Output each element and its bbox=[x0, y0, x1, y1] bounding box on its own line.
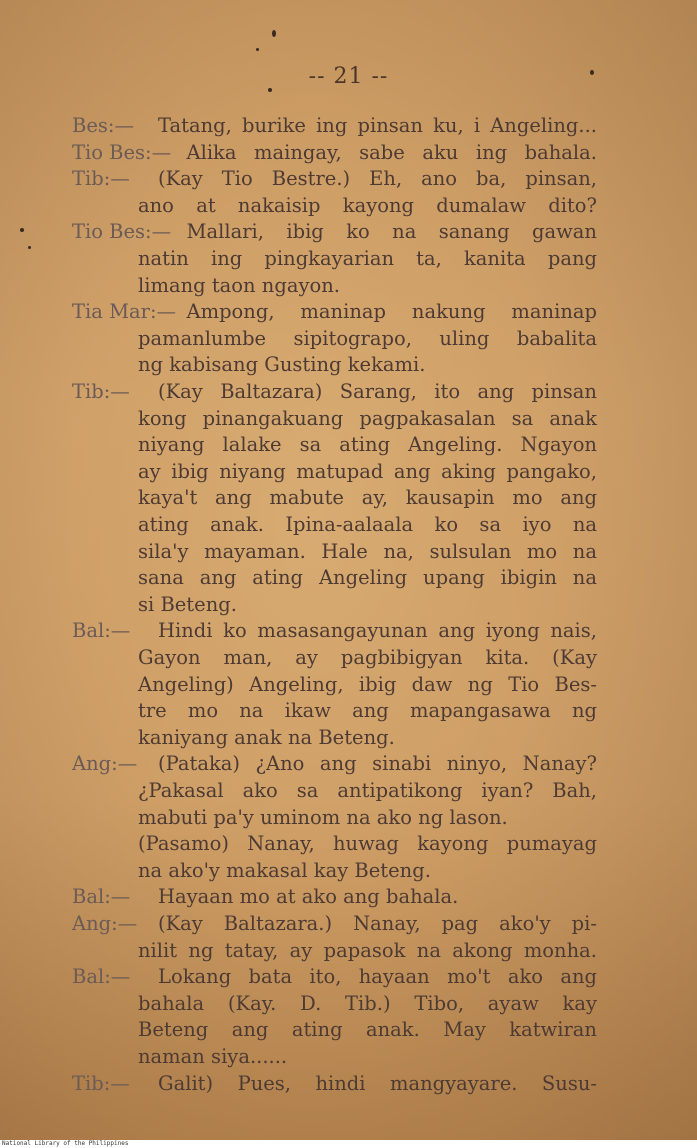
speaker-label: Tio Bes:— bbox=[72, 140, 172, 164]
dialogue-line: sana ang ating Angeling upang ibigin na bbox=[138, 566, 597, 590]
dialogue-line: na ako'y makasal kay Beteng. bbox=[138, 858, 431, 882]
speaker-label: Ang:— bbox=[72, 912, 138, 935]
dialogue-line: (Kay Tio Bestre.) Eh, ano ba, pinsan, bbox=[158, 167, 597, 191]
dialogue-line: Gayon man, ay pagbibigyan kita. (Kay bbox=[138, 646, 597, 669]
dialogue-line: tre mo na ikaw ang mapangasawa ng bbox=[138, 699, 597, 723]
dialogue-line: nilit ng tatay, ay papasok na akong monha. bbox=[138, 938, 597, 962]
dialogue-line: Mallari, ibig ko na sanang gawan bbox=[186, 220, 597, 244]
ink-speck bbox=[28, 246, 31, 249]
dialogue-line: Beteng ang ating anak. May katwiran bbox=[138, 1018, 597, 1042]
dialogue-line: Angeling) Angeling, ibig daw ng Tio Bes- bbox=[138, 672, 597, 696]
dialogue-line: (Kay Baltazara) Sarang, ito ang pinsan bbox=[158, 380, 597, 403]
dialogue-line: mabuti pa'y uminom na ako ng lason. bbox=[138, 805, 508, 829]
page-number: -- 21 -- bbox=[308, 64, 389, 89]
dialogue-line: kaya't ang mabute ay, kausapin mo ang bbox=[138, 486, 597, 510]
dialogue-line: sila'y mayaman. Hale na, sulsulan mo na bbox=[138, 539, 597, 563]
dialogue-line: pamanlumbe sipitograpo, uling babalita bbox=[138, 326, 597, 350]
speaker-label: Tio Bes:— bbox=[72, 220, 172, 244]
ink-speck bbox=[20, 228, 24, 232]
ink-speck bbox=[268, 88, 272, 92]
footer-credit: National Library of the Philippines bbox=[2, 1140, 129, 1147]
dialogue-line: limang taon ngayon. bbox=[138, 273, 340, 297]
speaker-label: Ang:— bbox=[72, 752, 138, 776]
dialogue-line: Alika maingay, sabe aku ing bahala. bbox=[186, 140, 597, 164]
speaker-label: Bal:— bbox=[72, 965, 131, 989]
dialogue-line: kong pinangakuang pagpakasalan sa anak bbox=[138, 406, 597, 430]
dialogue-line: Tatang, burike ing pinsan ku, i Angeling... bbox=[158, 114, 597, 137]
dialogue-line: (Pasamo) Nanay, huwag kayong pumayag bbox=[138, 832, 597, 856]
dialogue-line: natin ing pingkayarian ta, kanita pang bbox=[138, 247, 597, 270]
dialogue-line: si Beteng. bbox=[138, 592, 237, 616]
ink-speck bbox=[590, 70, 594, 75]
dialogue-line: Hindi ko masasangayunan ang iyong nais, bbox=[158, 619, 597, 643]
dialogue-line: Ampong, maninap nakung maninap bbox=[186, 300, 597, 324]
dialogue-line: (Pataka) ¿Ano ang sinabi ninyo, Nanay? bbox=[158, 752, 597, 776]
dialogue-line: ng kabisang Gusting kekami. bbox=[138, 353, 426, 377]
dialogue-line: ano at nakaisip kayong dumalaw dito? bbox=[138, 193, 597, 217]
dialogue-line: kaniyang anak na Beteng. bbox=[138, 725, 395, 749]
speaker-label: Tib:— bbox=[72, 1071, 130, 1095]
speaker-label: Bal:— bbox=[72, 885, 131, 909]
speaker-label: Tib:— bbox=[72, 167, 130, 191]
dialogue-line: Hayaan mo at ako ang bahala. bbox=[158, 885, 459, 909]
dialogue-line: Galit) Pues, hindi mangyayare. Susu- bbox=[158, 1071, 597, 1095]
speaker-label: Tib:— bbox=[72, 380, 130, 403]
dialogue-line: ay ibig niyang matupad ang aking pangako, bbox=[138, 459, 597, 483]
dialogue-line: Lokang bata ito, hayaan mo't ako ang bbox=[158, 965, 597, 989]
dialogue-line: (Kay Baltazara.) Nanay, pag ako'y pi- bbox=[158, 912, 597, 935]
ink-speck bbox=[272, 30, 276, 37]
ink-speck bbox=[256, 48, 259, 51]
dialogue-line: ¿Pakasal ako sa antipatikong iyan? Bah, bbox=[138, 779, 597, 802]
speaker-label: Bes:— bbox=[72, 114, 134, 137]
dialogue-line: naman siya...... bbox=[138, 1045, 288, 1068]
dialogue-line: ating anak. Ipina-aalaala ko sa iyo na bbox=[138, 513, 597, 536]
speaker-label: Tia Mar:— bbox=[72, 300, 177, 324]
speaker-label: Bal:— bbox=[72, 619, 131, 643]
dialogue-line: bahala (Kay. D. Tib.) Tibo, ayaw kay bbox=[138, 991, 597, 1015]
dialogue-line: niyang lalake sa ating Angeling. Ngayon bbox=[138, 433, 597, 457]
